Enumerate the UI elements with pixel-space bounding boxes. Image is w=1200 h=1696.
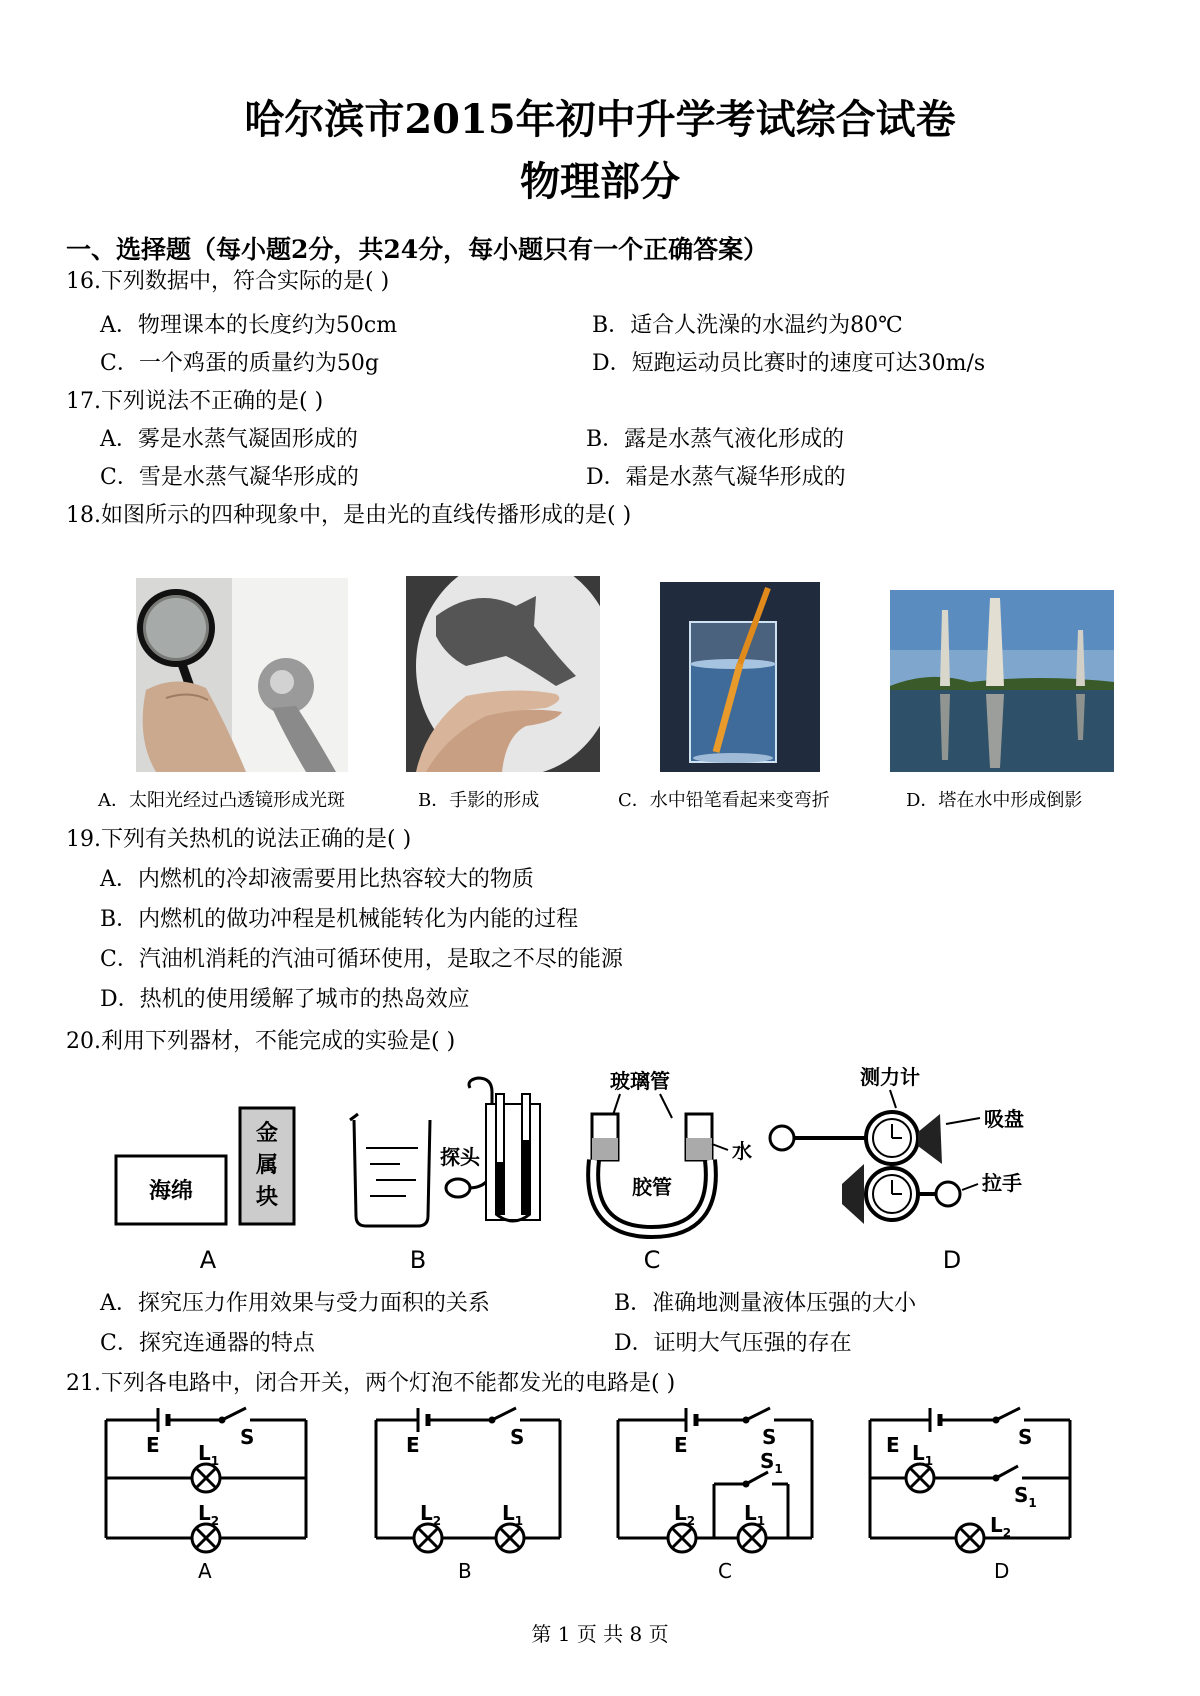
q21-stem: 21.下列各电路中，闭合开关，两个灯泡不能都发光的电路是( ): [66, 1371, 676, 1396]
q17-option-b: B．露是水蒸气液化形成的: [586, 427, 845, 452]
force-meter-label: 测力计: [860, 1065, 920, 1089]
q18-caption-a: A．太阳光经过凸透镜形成光斑: [98, 790, 345, 811]
photo-magnifier: [136, 578, 348, 772]
q17-stem: 17.下列说法不正确的是( ): [66, 389, 324, 414]
metal-label-3: 块: [255, 1185, 279, 1210]
q19-option-d: D．热机的使用缓解了城市的热岛效应: [100, 987, 470, 1012]
circuit-d: [870, 1408, 1070, 1552]
section-heading: 一、选择题（每小题2分，共24分，每小题只有一个正确答案）: [66, 235, 769, 264]
metal-label-2: 属: [255, 1153, 279, 1178]
q20-option-b: B．准确地测量液体压强的大小: [614, 1291, 917, 1316]
q20-fig-label-a: A: [199, 1246, 217, 1274]
q19-option-a: A．内燃机的冷却液需要用比热容较大的物质: [100, 867, 534, 892]
page-footer: 第 1 页 共 8 页: [531, 1622, 669, 1646]
circuit-c-l1-label: $L_1$: [744, 1501, 766, 1528]
q20-fig-a: [116, 1108, 294, 1274]
circuit-a-e-label: E: [146, 1433, 160, 1457]
circuit-d-l2-label: $L_2$: [990, 1513, 1012, 1540]
q20-fig-c: [592, 1069, 752, 1274]
probe-label: 探头: [440, 1145, 480, 1169]
circuit-d-s-label: S: [1018, 1425, 1033, 1449]
photo-pagoda-reflection: [890, 590, 1114, 772]
metal-label-1: 金: [255, 1121, 279, 1146]
water-label: 水: [732, 1139, 752, 1163]
q21-circuits-figure: [90, 1402, 1130, 1602]
q20-option-c: C．探究连通器的特点: [100, 1331, 315, 1356]
q20-fig-d: [770, 1065, 1024, 1274]
q19-option-c: C．汽油机消耗的汽油可循环使用，是取之不尽的能源: [100, 947, 623, 972]
q16-stem: 16.下列数据中，符合实际的是( ): [66, 269, 390, 294]
suction-cup-label: 吸盘: [984, 1107, 1024, 1131]
q18-caption-c: C．水中铅笔看起来变弯折: [618, 790, 830, 811]
q16-option-c: C．一个鸡蛋的质量约为50g: [100, 351, 379, 376]
exam-title: 哈尔滨市2015年初中升学考试综合试卷: [244, 96, 956, 143]
circuit-a-s-label: S: [240, 1425, 255, 1449]
circuit-c: [618, 1408, 812, 1552]
q18-caption-b: B．手影的形成: [418, 790, 540, 811]
circuit-a: [106, 1408, 306, 1552]
q20-apparatus-figure: [100, 1064, 1120, 1284]
circuit-c-label: C: [718, 1559, 732, 1583]
circuit-b-e-label: E: [406, 1433, 420, 1457]
circuit-d-e-label: E: [886, 1433, 900, 1457]
circuit-d-l1-label: $L_1$: [912, 1441, 934, 1468]
q20-option-a: A．探究压力作用效果与受力面积的关系: [100, 1291, 490, 1316]
circuit-c-l2-label: $L_2$: [674, 1501, 696, 1528]
q20-fig-b: [350, 1078, 540, 1274]
circuit-c-e-label: E: [674, 1433, 688, 1457]
circuit-b-label: B: [458, 1559, 472, 1583]
sponge-label: 海绵: [148, 1179, 194, 1204]
q20-stem: 20.利用下列器材，不能完成的实验是( ): [66, 1029, 456, 1054]
q18-caption-d: D．塔在水中形成倒影: [906, 790, 1083, 811]
rubber-tube-label: 胶管: [632, 1175, 672, 1199]
exam-subtitle: 物理部分: [520, 158, 680, 205]
q16-option-d: D．短跑运动员比赛时的速度可达30m/s: [592, 351, 986, 376]
circuit-d-s1-label: $S_1$: [1014, 1483, 1037, 1510]
q17-option-a: A．雾是水蒸气凝固形成的: [100, 427, 358, 452]
circuit-b-l1-label: $L_1$: [502, 1501, 524, 1528]
circuit-c-s1-label: $S_1$: [760, 1449, 783, 1476]
q17-option-c: C．雪是水蒸气凝华形成的: [100, 465, 359, 490]
q16-option-a: A．物理课本的长度约为50cm: [100, 313, 398, 338]
q18-stem: 18.如图所示的四种现象中，是由光的直线传播形成的是( ): [66, 503, 632, 528]
circuit-c-s-label: S: [762, 1425, 777, 1449]
circuit-a-label: A: [198, 1559, 212, 1583]
photo-pencil-in-water: [660, 582, 820, 772]
q16-option-b: B．适合人洗澡的水温约为80℃: [592, 313, 903, 338]
q20-fig-label-b: B: [409, 1246, 427, 1274]
q17-option-d: D．霜是水蒸气凝华形成的: [586, 465, 846, 490]
circuit-b-l2-label: $L_2$: [420, 1501, 442, 1528]
q20-fig-label-d: D: [942, 1246, 962, 1274]
q20-fig-label-c: C: [643, 1246, 661, 1274]
handle-label: 拉手: [982, 1171, 1022, 1195]
photo-hand-shadow: [406, 576, 600, 772]
circuit-a-l2-label: $L_2$: [198, 1501, 220, 1528]
circuit-b-s-label: S: [510, 1425, 525, 1449]
circuit-b: [376, 1408, 560, 1552]
circuit-a-l1-label: $L_1$: [198, 1441, 220, 1468]
q19-option-b: B．内燃机的做功冲程是机械能转化为内能的过程: [100, 907, 579, 932]
q20-option-d: D．证明大气压强的存在: [614, 1331, 852, 1356]
glass-tube-label: 玻璃管: [610, 1069, 670, 1093]
circuit-d-label: D: [994, 1559, 1010, 1583]
q19-stem: 19.下列有关热机的说法正确的是( ): [66, 827, 412, 852]
